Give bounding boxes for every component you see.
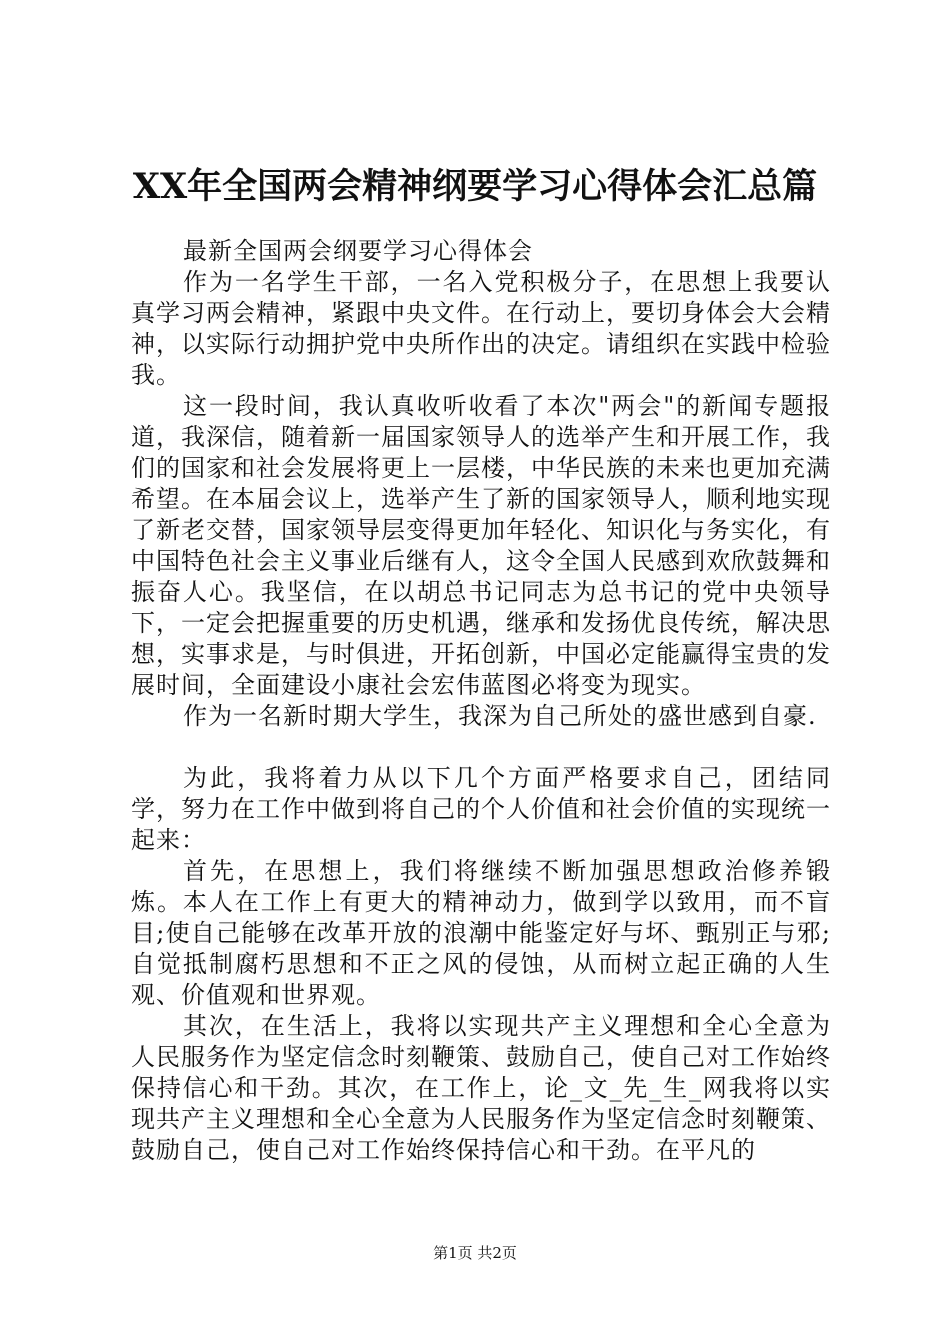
paragraph: 作为一名学生干部，一名入党积极分子，在思想上我要认真学习两会精神，紧跟中央文件。在行动上，要切身体会大会精神，以实际行动拥护党中央所作出的决定。请组织在实践中检验我。 xyxy=(131,268,831,389)
paragraph: 其次，在生活上，我将以实现共产主义理想和全心全意为人民服务作为坚定信念时刻鞭策、鼓励自己，使自己对工作始终保持信心和干劲。其次，在工作上，论_文_先_生_网我将以实现共产主义理想和全心全意为人民服务作为坚定信念时刻鞭策、鼓励自己，使自己对工作始终保持信心和干劲。在平凡的 xyxy=(131,1012,831,1164)
paragraph: 作为一名新时期大学生，我深为自己所处的盛世感到自豪. xyxy=(183,702,817,730)
paragraph: 首先，在思想上，我们将继续不断加强思想政治修养锻炼。本人在工作上有更大的精神动力，做到学以致用，而不盲目;使自己能够在改革开放的浪潮中能鉴定好与坏、甄别正与邪;自觉抵制腐朽思想和不正之风的侵蚀，从而树立起正确的人生观、价值观和世界观。 xyxy=(131,857,831,1009)
document-body xyxy=(131,236,831,1166)
paragraph: 为此，我将着力从以下几个方面严格要求自己，团结同学，努力在工作中做到将自己的个人价值和社会价值的实现统一起来： xyxy=(131,764,831,854)
paragraph: 这一段时间，我认真收听收看了本次"两会"的新闻专题报道，我深信，随着新一届国家领导人的选举产生和开展工作，我们的国家和社会发展将更上一层楼，中华民族的未来也更加充满希望。在本届会议上，选举产生了新的国家领导人，顺利地实现了新老交替，国家领导层变得更加年轻化、知识化与务实化，有中国特色社会主义事业后继有人，这令全国人民感到欢欣鼓舞和振奋人心。我坚信，在以胡总书记同志为总书记的党中央领导下，一定会把握重要的历史机遇，继承和发扬优良传统，解决思想，实事求是，与时俱进，开拓创新，中国必定能赢得宝贵的发展时间，全面建设小康社会宏伟蓝图必将变为现实。 xyxy=(131,392,831,699)
paragraph-subtitle: 最新全国两会纲要学习心得体会 xyxy=(183,237,533,265)
page-footer: 第1页 共2页 xyxy=(433,1244,517,1262)
document-title: XX年全国两会精神纲要学习心得体会汇总篇 xyxy=(132,166,818,207)
